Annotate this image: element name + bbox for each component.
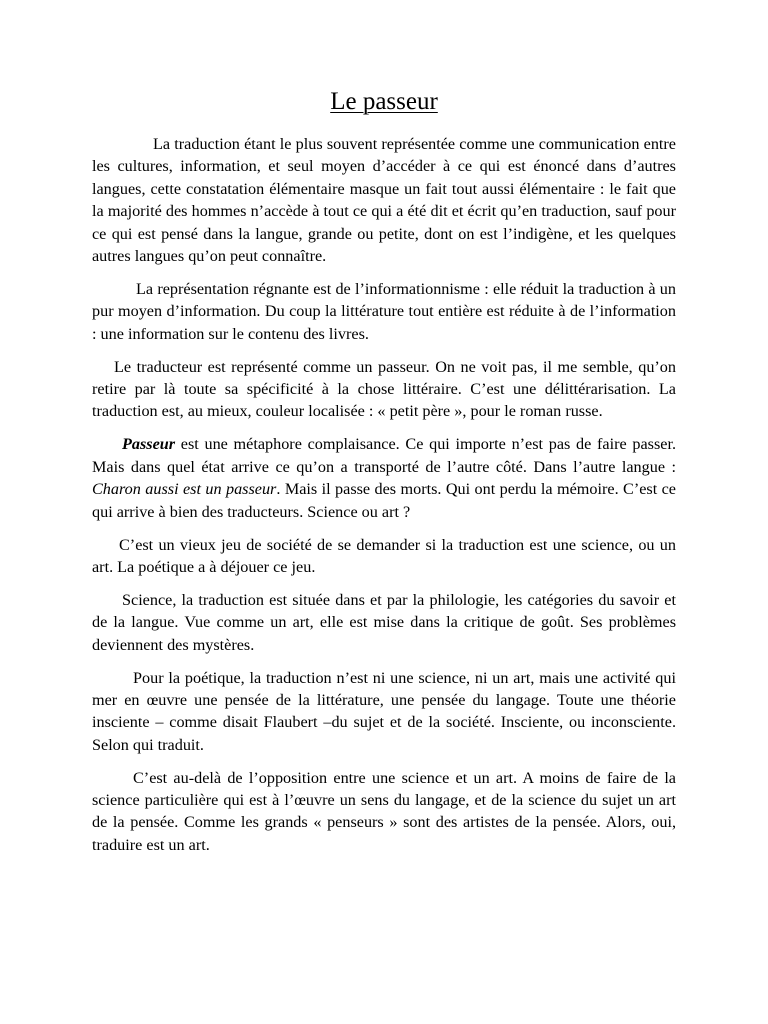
document-body [92, 133, 676, 867]
paragraph-8: C’est au-delà de l’opposition entre une science et un art. A moins de faire de la science particulière qui est à l’œuvre un sens du langage, et de la science du sujet un art de la pensée. Comme les grands « penseurs » sont des artistes de la pensée. Alors, oui, traduire est un art. [92, 768, 676, 854]
document-title: Le passeur [330, 88, 438, 115]
paragraph-4-part-1: est une métaphore complaisance. Ce qui importe n’est pas de faire passer. Mais dans quel état arrive ce qu’on a transporté de l’autre côté. Dans l’autre langue : [92, 435, 676, 476]
paragraph-1: La traduction étant le plus souvent représentée comme une communication entre les cultures, information, et seul moyen d’accéder à ce qui est énoncé dans d’autres langues, cette constatation élémentaire masque un fait tout aussi élémentaire : le fait que la majorité des hommes n’accède à tout ce qui a été dit et écrit qu’en traduction, sauf pour ce qui est pensé dans la langue, grande ou petite, dont on est l’indigène, et les quelques autres langues qu’on peut connaître. [92, 135, 676, 266]
paragraph-6: Science, la traduction est située dans et par la philologie, les catégories du savoir et de la langue. Vue comme un art, elle est mise dans la critique de goût. Ses problèmes deviennent des mystères. [92, 590, 676, 654]
paragraph-7: Pour la poétique, la traduction n’est ni une science, ni un art, mais une activité qui mer en œuvre une pensée de la littérature, une pensée du langage. Toute une théorie insciente – comme disait Flaubert –du sujet et de la société. Insciente, ou inconsciente. Selon qui traduit. [92, 668, 676, 754]
paragraph-4 [92, 433, 676, 523]
paragraph-3: Le traducteur est représenté comme un passeur. On ne voit pas, il me semble, qu’on retire par là toute sa spécificité à la chose littéraire. C’est une délittérarisation. La traduction est, au mieux, couleur localisée : « petit père », pour le roman russe. [92, 357, 676, 421]
paragraph-2: La représentation régnante est de l’informationnisme : elle réduit la traduction à un pur moyen d’information. Du coup la littérature tout entière est réduite à de l’information : une information sur le contenu des livres. [92, 279, 676, 343]
paragraph-4-part-2: . Mais il passe des morts. Qui ont perdu la mémoire. C’est ce qui arrive à bien des traducteurs. Science ou art ? [92, 480, 676, 521]
charon-italic: Charon aussi est un passeur [92, 480, 277, 499]
paragraph-5: C’est un vieux jeu de société de se demander si la traduction est une science, ou un art. La poétique a à déjouer ce jeu. [92, 535, 676, 576]
passeur-emphasis: Passeur [122, 435, 176, 454]
